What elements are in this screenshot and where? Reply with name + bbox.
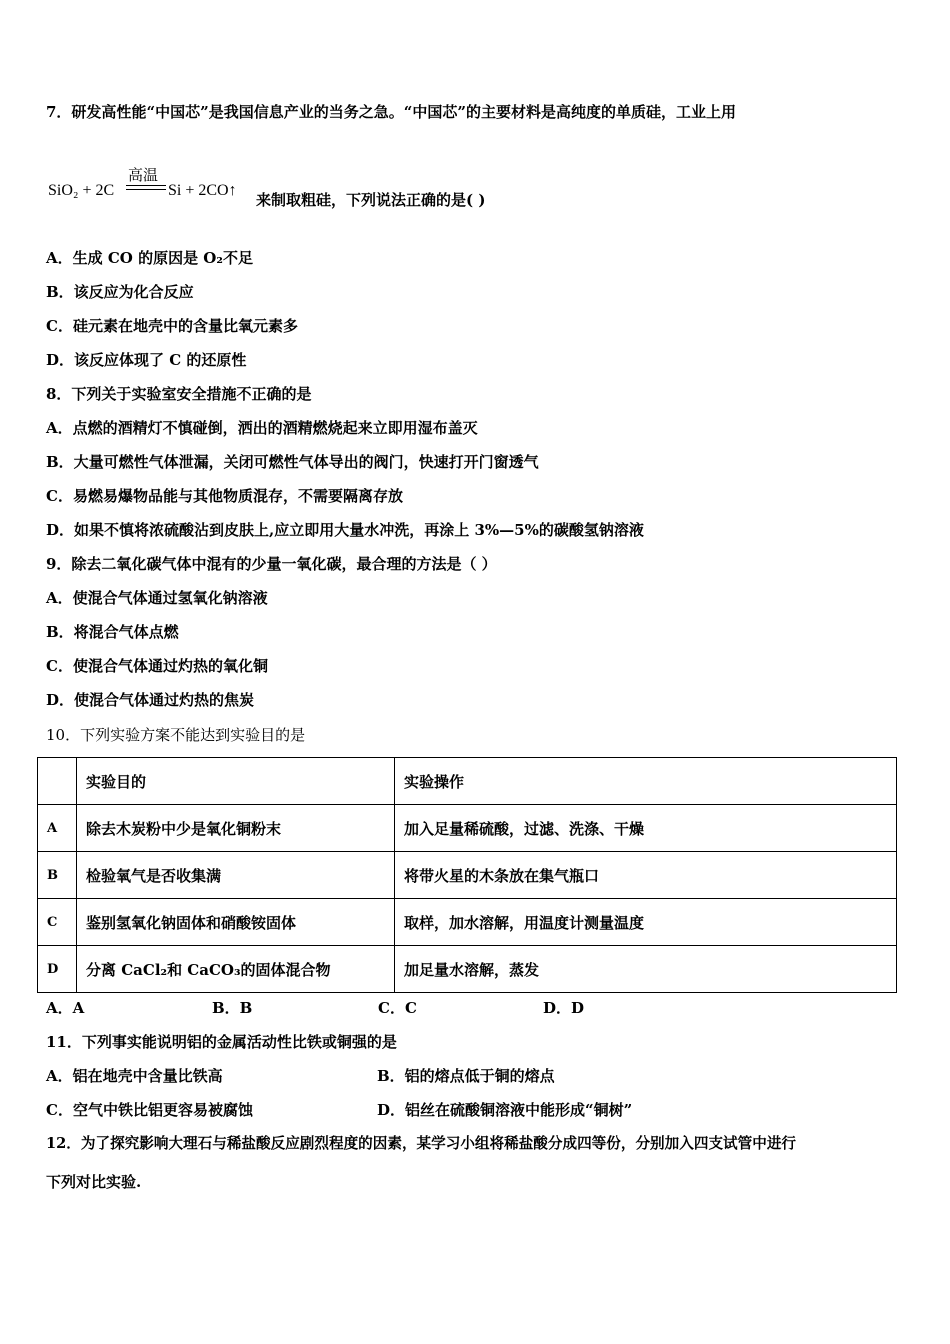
q7-option-b: B．该反应为化合反应 [46,283,194,301]
q10-option-b: B．B [212,999,253,1017]
table-cell-purpose: 鉴别氢氧化钠固体和硝酸铵固体 [77,899,395,946]
table-header-row [38,758,897,805]
table-cell-label: C [38,899,77,946]
table-header-cell: 实验操作 [395,758,897,805]
table-cell-label: D [38,946,77,993]
q10-table [37,757,897,993]
table-cell-label: A [38,805,77,852]
q9-option-a: A．使混合气体通过氢氧化钠溶液 [46,589,268,607]
table-cell-purpose: 分离 CaCl₂和 CaCO₃的固体混合物 [77,946,395,993]
q8-stem: 8．下列关于实验室安全措施不正确的是 [46,385,312,403]
equation-products: Si + 2CO↑ [168,182,237,199]
q11-option-c: C．空气中铁比铝更容易被腐蚀 [46,1101,253,1119]
q7-stem-tail: 来制取粗硅，下列说法正确的是( ) [256,191,486,209]
q10-stem: 10．下列实验方案不能达到实验目的是 [46,726,306,744]
q11-stem: 11．下列事实能说明铝的金属活动性比铁或铜强的是 [46,1033,397,1051]
equation-condition: 高温 [128,168,159,184]
table-row [38,805,897,852]
table-cell-operation: 加入足量稀硫酸，过滤、洗涤、干燥 [395,805,897,852]
table-row [38,946,897,993]
q10-option-d: D．D [543,999,585,1017]
q9-stem: 9．除去二氧化碳气体中混有的少量一氧化碳，最合理的方法是（ ） [46,555,497,573]
q7-option-a: A．生成 CO 的原因是 O₂不足 [46,249,253,267]
q12-stem-line2: 下列对比实验. [46,1173,142,1191]
q9-option-c: C．使混合气体通过灼热的氧化铜 [46,657,268,675]
q7-option-d: D．该反应体现了 C 的还原性 [46,351,247,369]
equation-equals-line-bottom [126,189,166,190]
table-cell-operation: 将带火星的木条放在集气瓶口 [395,852,897,899]
q9-option-b: B．将混合气体点燃 [46,623,179,641]
q11-option-d: D．铝丝在硫酸铜溶液中能形成“铜树” [377,1101,633,1119]
table-header-cell: 实验目的 [77,758,395,805]
equation-reactants: SiO₂ + 2C [48,182,115,199]
q8-option-b: B．大量可燃性气体泄漏，关闭可燃性气体导出的阀门，快速打开门窗透气 [46,453,539,471]
chemical-equation [48,164,258,208]
table-cell-operation: 加足量水溶解，蒸发 [395,946,897,993]
equation-equals-line-top [126,185,166,186]
table-cell-purpose: 除去木炭粉中少是氧化铜粉末 [77,805,395,852]
q8-option-c: C．易燃易爆物品能与其他物质混存，不需要隔离存放 [46,487,403,505]
table-header-cell [38,758,77,805]
q12-stem-line1: 12．为了探究影响大理石与稀盐酸反应剧烈程度的因素，某学习小组将稀盐酸分成四等份，分别加入四支试管中进行 [46,1135,797,1152]
q7-option-c: C．硅元素在地壳中的含量比氧元素多 [46,317,298,335]
q7-stem: 7．研发高性能“中国芯”是我国信息产业的当务之急。“中国芯”的主要材料是高纯度的单质硅，工业上用 [46,103,736,121]
table-row [38,899,897,946]
table-cell-operation: 取样，加水溶解，用温度计测量温度 [395,899,897,946]
table-row [38,852,897,899]
table-cell-label: B [38,852,77,899]
q8-option-d: D．如果不慎将浓硫酸沾到皮肤上,应立即用大量水冲洗，再涂上 3%—5%的碳酸氢钠溶液 [46,521,644,539]
q10-option-c: C．C [378,999,417,1017]
table-cell-purpose: 检验氧气是否收集满 [77,852,395,899]
q8-option-a: A．点燃的酒精灯不慎碰倒，洒出的酒精燃烧起来立即用湿布盖灭 [46,419,478,437]
q10-option-a: A．A [46,999,85,1017]
q11-option-a: A．铝在地壳中含量比铁高 [46,1067,223,1085]
q11-option-b: B．铝的熔点低于铜的熔点 [377,1067,555,1085]
q9-option-d: D．使混合气体通过灼热的焦炭 [46,691,255,709]
